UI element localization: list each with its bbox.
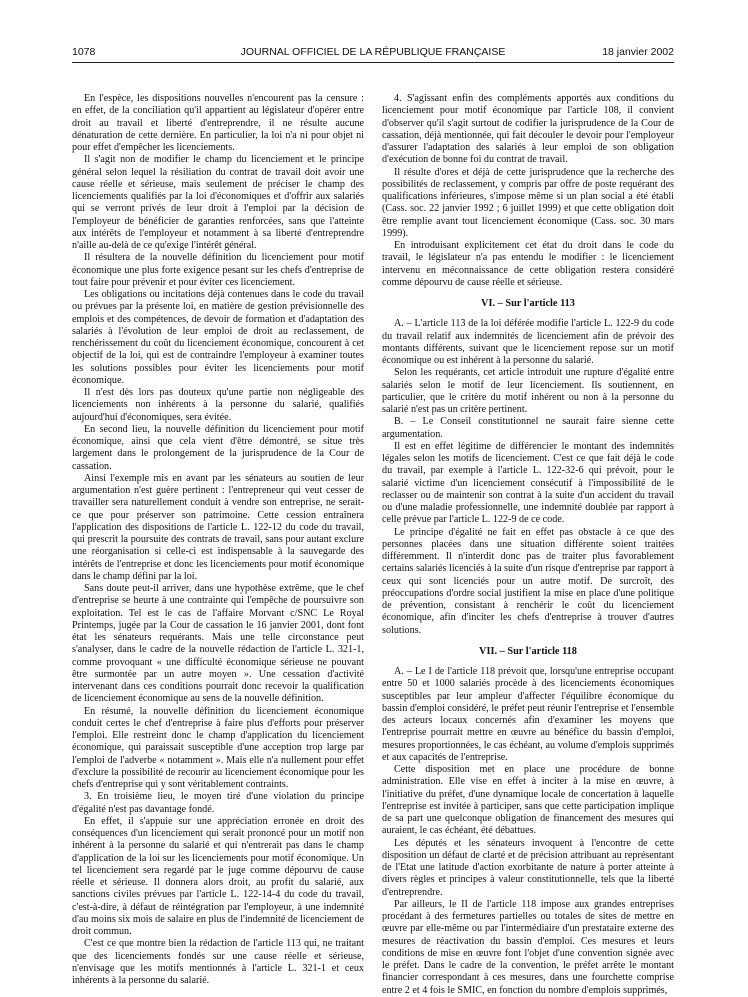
section-heading-vi: VI. – Sur l'article 113 bbox=[481, 298, 575, 309]
paragraph: Sans doute peut-il arriver, dans une hypothèse extrême, que le chef d'entreprise se heurte à une contrainte qui l'empêche de poursuivre son exploitation. Tel est le cas de l'affaire Morvant c/SNC Le Royal Printemps, jugée par la Cour de cassation le 16 janvier 2001, dont font état les sénateurs requérants. Mais une telle circonstance peut s'analyser, dans le cadre de la nouvelle rédaction de l'article L. 321-1, comme provoquant « une difficulté économique sérieuse ne pouvant être surmontée par un autre moyen ». Une cessation d'activité intervenant dans ces conditions pourrait donc recevoir la qualification de licenciement économique au sens de la nouvelle définition. bbox=[72, 583, 364, 705]
page-number: 1078 bbox=[72, 46, 96, 58]
paragraph: Les obligations ou incitations déjà contenues dans le code du travail ou prévues par la présente loi, en matière de gestion prévisionnelle des emplois et des compétences, de devoir de formation et d'adaptation des salariés à l'évolution de leur emploi de droit au reclassement, de renchérissement du coût du licenciement économique, concourent à cet objectif de la loi, qui est de contraindre l'employeur à examiner toutes les solutions possibles pour éviter les licenciements pour motif économique. bbox=[72, 289, 364, 386]
paragraph: Selon les requérants, cet article introduit une rupture d'égalité entre salariés selon le motif de leur licenciement. Ils soutiennent, en particulier, que le critère du motif inhérent ou non à la personne du salarié n'est pas un critère pertinent. bbox=[382, 367, 674, 415]
paragraph: Le principe d'égalité ne fait en effet pas obstacle à ce que des personnes placées dans une situation différente soient traitées différemment. Il n'interdit donc pas de traiter plus favorablement certains salariés licenciés à la suite d'un risque d'entreprise par rapport à ceux qui sont licenciés pour un autre motif. De surcroît, des préoccupations d'ordre social justifient la mise en place d'une politique de prévention, consistant à renchérir le coût du licenciement économique, afin d'inciter les chefs d'entreprise à trouver d'autres solutions. bbox=[382, 526, 674, 636]
paragraph: En effet, il s'appuie sur une appréciation erronée en droit des conséquences d'un licenciement qui serait prononcé pour un motif non inhérent à la personne du salarié et qui n'entrerait pas dans le champ d'application de la loi sur les licenciements pour motif économique. Un tel licenciement sera regardé par le juge comme dépourvu de cause réelle et sérieuse. Il donnera alors droit, au profit du salarié, aux sanctions civiles prévues par l'article L. 122-14-4 du code du travail, c'est-à-dire, à défaut de réintégration par l'employeur, à une indemnité d'au moins six mois de salaire en plus de l'indemnité de licenciement de droit commun. bbox=[72, 815, 364, 937]
paragraph: 3. En troisième lieu, le moyen tiré d'une violation du principe d'égalité n'est pas davantage fondé. bbox=[72, 791, 364, 815]
paragraph: Il est en effet légitime de différencier le montant des indemnités légales selon les motifs de licenciement. C'est ce que fait déjà le code du travail, par exemple à l'article L. 122-32-6 qui prévoit, pour le salarié victime d'un licenciement consécutif à l'impossibilité de le reclasser ou de maintenir son contrat à la suite d'un accident du travail ou d'une maladie professionnelle, une indemnité doublée par rapport à celle prévue par l'article L. 122-9 de ce code. bbox=[382, 440, 674, 526]
paragraph: Cette disposition met en place une procédure de bonne administration. Elle vise en effet à inciter à la mise en œuvre, à l'initiative du préfet, d'une dynamique locale de concertation à laquelle l'entreprise est invitée à participer, sans que cette participation implique de sa part une quelconque obligation de financement des mesures qui auraient, le cas échéant, été débattues. bbox=[382, 764, 674, 837]
header-rule bbox=[72, 62, 674, 63]
paragraph: En l'espèce, les dispositions nouvelles n'encourent pas la censure : en effet, de la conciliation qu'il appartient au législateur d'opérer entre droit au travail et liberté d'entreprendre, il ne résulte aucune dénaturation de cette dernière. En particulier, la loi n'a ni pour objet ni pour effet d'empêcher les licenciements. bbox=[72, 93, 364, 153]
paragraph: Ainsi l'exemple mis en avant par les sénateurs au soutien de leur argumentation n'est guère pertinent : l'entrepreneur qui veut cesser de travailler sera naturellement conduit à vendre son entreprise, ne serait-ce que pour préserver son patrimoine. Cette cession entraînera l'application des dispositions de l'article L. 122-12 du code du travail, qui prescrit la poursuite des contrats de travail, sans pour autant exclure une réorganisation si celle-ci est indispensable à la sauvegarde des intérêts de l'entreprise et donc les licenciements pour motif économique dans le champ défini par la loi. bbox=[72, 472, 364, 582]
paragraph: En second lieu, la nouvelle définition du licenciement pour motif économique, ainsi que cela vient d'être démontré, se situe très largement dans le prolongement de la jurisprudence de la Cour de cassation. bbox=[72, 423, 364, 472]
page-header bbox=[72, 46, 674, 62]
section-heading-vii: VII. – Sur l'article 118 bbox=[479, 645, 577, 657]
paragraph: Il n'est dès lors pas douteux qu'une partie non négligeable des licenciements non inhérents à la personne du salarié, qualifiés aujourd'hui d'économiques, sera évitée. bbox=[72, 387, 364, 423]
paragraph: C'est ce que montre bien la rédaction de l'article 113 qui, ne traitant que des licenciements fondés sur une cause réelle et sérieuse, n'envisage que les motifs mentionnés à l'article L. 321-1 et ceux inhérents à la personne du salarié. bbox=[72, 938, 364, 986]
paragraph: En résumé, la nouvelle définition du licenciement économique conduit certes le chef d'entreprise à faire plus d'efforts pour préserver l'emploi. Elle restreint donc le champ d'application du licenciement économique, qui paraissait susceptible d'une acception trop large par l'emploi de l'adverbe « notamment ». Mais elle n'a nullement pour effet d'exclure la possibilité de recourir au licenciement économique pour les chefs d'entreprise qui y sont véritablement contraints. bbox=[72, 705, 364, 790]
journal-title: JOURNAL OFFICIEL DE LA RÉPUBLIQUE FRANÇAISE bbox=[240, 46, 506, 58]
paragraph: Il résultera de la nouvelle définition du licenciement pour motif économique une plus forte exigence pesant sur les chefs d'entreprise de tout faire pour prévenir et pour éviter ces licenciement. bbox=[72, 252, 364, 288]
paragraph: Il résulte d'ores et déjà de cette jurisprudence que la recherche des possibilités de reclassement, y compris par offre de poste requérant des qualifications inférieures, s'impose même si un plan social a été établi (Cass. soc. 22 janvier 1992 ; 6 juillet 1999) et que cette obligation doit être remplie avant tout licenciement économique (Cass. soc. 30 mars 1999). bbox=[382, 166, 674, 239]
publication-date: 18 janvier 2002 bbox=[602, 46, 674, 58]
paragraph: Les députés et les sénateurs invoquent à l'encontre de cette disposition un défaut de clarté et de précision attribuant au représentant de l'Etat une latitude d'action exorbitante de nature à porter atteinte à divers règles et principes à valeur constitutionnelle, tels que la liberté d'entreprendre. bbox=[382, 837, 674, 898]
paragraph: Il s'agit non de modifier le champ du licenciement et le principe général selon lequel la résiliation du contrat de travail doit avoir une cause réelle et sérieuse, mais seulement de préciser le champ des licenciements qualifiés par la loi d'économiques et d'offrir aux salariés qui se verront privés de leur droit à l'emploi par la décision de l'employeur de bénéficier de garanties renforcées, sans que l'atteinte aux intérêts de l'employeur et notamment à sa liberté d'entreprendre n'aille au-delà de ce qu'exige l'intérêt général. bbox=[72, 154, 364, 251]
paragraph: Par ailleurs, le II de l'article 118 impose aux grandes entreprises procédant à des fermetures partielles ou totales de sites de mettre en œuvre par elle-même ou par l'intermédiaire d'un prestataire externe des mesures de réactivation du bassin d'emploi. Ces mesures et leurs conditions de mise en œuvre font l'objet d'une convention signée avec le préfet. Dans le cadre de la convention, le préfet arrête le montant financier correspondant à ces mesures, dans une fourchette comprise entre 2 et 4 fois le SMIC, en fonction du nombre d'emplois supprimés, bbox=[382, 898, 674, 996]
left-column bbox=[72, 93, 364, 987]
right-column bbox=[382, 93, 674, 997]
paragraph: B. – Le Conseil constitutionnel ne saurait faire sienne cette argumentation. bbox=[382, 416, 674, 440]
paragraph: A. – Le I de l'article 118 prévoit que, lorsqu'une entreprise occupant entre 50 et 1000 salariés procède à des licenciements économiques susceptibles par leur ampleur d'affecter l'équilibre économique du bassin d'emploi considéré, le préfet peut réunir l'entreprise et l'ensemble des acteurs locaux concernés afin d'examiner les moyens que l'entreprise pourrait mettre en œuvre au bénéfice du bassin d'emploi, mesures proportionnées, le cas échéant, au volume d'emplois supprimés et aux capacités de l'entreprise. bbox=[382, 666, 674, 763]
paragraph: A. – L'article 113 de la loi déférée modifie l'article L. 122-9 du code du travail relatif aux indemnités de licenciement afin de prévoir des montants différents, suivant que le licenciement repose sur un motif économique ou est inhérent à la personne du salarié. bbox=[382, 318, 674, 366]
paragraph: En introduisant explicitement cet état du droit dans le code du travail, le législateur n'a pas entendu le modifier : le licenciement intervenu en méconnaissance de cette obligation restera considéré comme dépourvu de cause réelle et sérieuse. bbox=[382, 240, 674, 288]
paragraph: 4. S'agissant enfin des compléments apportés aux conditions du licenciement pour motif économique par l'article 108, il convient d'observer qu'il s'agit surtout de codifier la jurisprudence de la Cour de cassation, déjà mentionnée, qui fait découler le devoir pour l'employeur d'assurer l'adaptation des salariés à leur emploi de son obligation d'exécution de bonne foi du contrat de travail. bbox=[382, 93, 674, 166]
